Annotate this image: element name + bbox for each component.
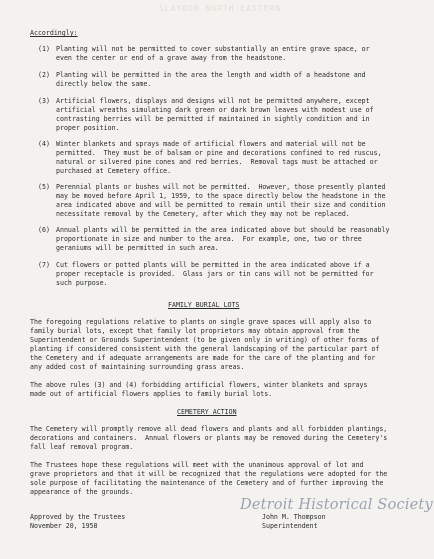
cemetery-para-line-2: decorations and containers. Annual flowers or plants may be removed during the Cemetery's (30, 434, 388, 442)
rule-5-line-3: area indicated above and will be permitted to remain until their size and condition (56, 201, 386, 209)
rule-5-line-2: may be moved before April 1, 1959, to the space directly below the headstone in the (56, 192, 386, 200)
approved-by-line: Approved by the Trustees (30, 513, 126, 521)
rule-4-number: (4) (38, 140, 50, 148)
rule-5-line-4: necessitate removal by the Cemetery, after which they may not be replaced. (56, 210, 350, 218)
rule-7-line-3: such purpose. (56, 279, 108, 287)
rule-5-number: (5) (38, 183, 50, 191)
rule-3-line-3: contrasting berries will be permitted if maintained in sightly condition and in (56, 115, 370, 123)
rule-3-line-2: artificial wreaths simulating dark green or dark brown leaves with modest use of (56, 106, 374, 114)
rule-3-line-1: Artificial flowers, displays and designs will not be permitted anywhere, except (56, 97, 370, 105)
rule-2-line-2: directly below the same. (56, 80, 152, 88)
family-para-line-2: family burial lots, except that family lot proprietors may obtain approval from the (30, 327, 360, 335)
rule-2-number: (2) (38, 71, 50, 79)
rule-7-line-1: Cut flowers or potted plants will be permitted in the area indicated above if a (56, 261, 370, 269)
rule-1-line-1: Planting will not be permitted to cover substantially an entire grave space, or (56, 45, 370, 53)
trustees-para-line-4: appearance of the grounds. (30, 488, 134, 496)
family-para-line-6: any added cost of maintaining surrounding grass areas. (30, 363, 245, 371)
signatory-title: Superintendent (262, 522, 318, 530)
family-para-line-4: planting if considered consistent with the general landscaping of the particular part of (30, 345, 380, 353)
accordingly-label: Accordingly: (30, 29, 78, 37)
above-rules-line-2: made out of artificial flowers applies to family burial lots. (30, 390, 273, 398)
cemetery-action-heading: CEMETERY ACTION (177, 408, 237, 416)
family-para-line-3: Superintendent or Grounds Superintendent (to be given only in writing) of other forms of (30, 336, 380, 344)
rule-3-line-4: proper position. (56, 124, 120, 132)
rule-6-number: (6) (38, 226, 50, 234)
trustees-para-line-1: The Trustees hope these regulations will meet with the unanimous approval of lot and (30, 461, 364, 469)
rule-1-number: (1) (38, 45, 50, 53)
detroit-historical-society-watermark: Detroit Historical Society (240, 497, 433, 513)
family-para-line-1: The foregoing regulations relative to plants on single grave spaces will apply also to (30, 318, 372, 326)
family-burial-lots-heading: FAMILY BURIAL LOTS (168, 301, 240, 309)
rule-1-line-2: even the center or end of a grave away from the headstone. (56, 54, 287, 62)
rule-7-line-2: proper receptacle is provided. Glass jars or tin cans will not be permitted for (56, 270, 374, 278)
bleed-through-header: SLAYDON NORTH EASTERN (158, 4, 282, 13)
rule-5-line-1: Perennial plants or bushes will not be permitted. However, those presently planted (56, 183, 386, 191)
trustees-para-line-2: grave proprietors and that it will be recognized that the regulations were adopted for the (30, 470, 388, 478)
cemetery-para-line-1: The Cemetery will promptly remove all dead flowers and plants and all forbidden plantings, (30, 425, 388, 433)
rule-4-line-3: natural or silvered pine cones and red berries. Removal tags must be attached or (56, 158, 378, 166)
above-rules-line-1: The above rules (3) and (4) forbidding artificial flowers, winter blankets and sprays (30, 381, 368, 389)
signatory-name: John M. Thompson (262, 513, 326, 521)
rule-6-line-1: Annual plants will be permitted in the area indicated above but should be reasonably (56, 226, 390, 234)
rule-4-line-4: purchased at Cemetery office. (56, 167, 172, 175)
rule-4-line-2: permitted. They must be of balsam or pine and decorations confined to red ruscus, (56, 149, 382, 157)
rule-6-line-3: geraniums will be permitted in such area. (56, 244, 219, 252)
rule-6-line-2: proportionate in size and number to the area. For example, one, two or three (56, 235, 362, 243)
rule-7-number: (7) (38, 261, 50, 269)
cemetery-para-line-3: fall leaf removal program. (30, 443, 134, 451)
rule-2-line-1: Planting will be permitted in the area the length and width of a headstone and (56, 71, 366, 79)
family-para-line-5: the Cemetery and if adequate arrangements are made for the care of the planting and for (30, 354, 376, 362)
trustees-para-line-3: sole purpose of facilitating the maintenance of the Cemetery and of further improving the (30, 479, 384, 487)
approved-date-line: November 20, 1958 (30, 522, 98, 530)
rule-3-number: (3) (38, 97, 50, 105)
rule-4-line-1: Winter blankets and sprays made of artificial flowers and material will not be (56, 140, 366, 148)
